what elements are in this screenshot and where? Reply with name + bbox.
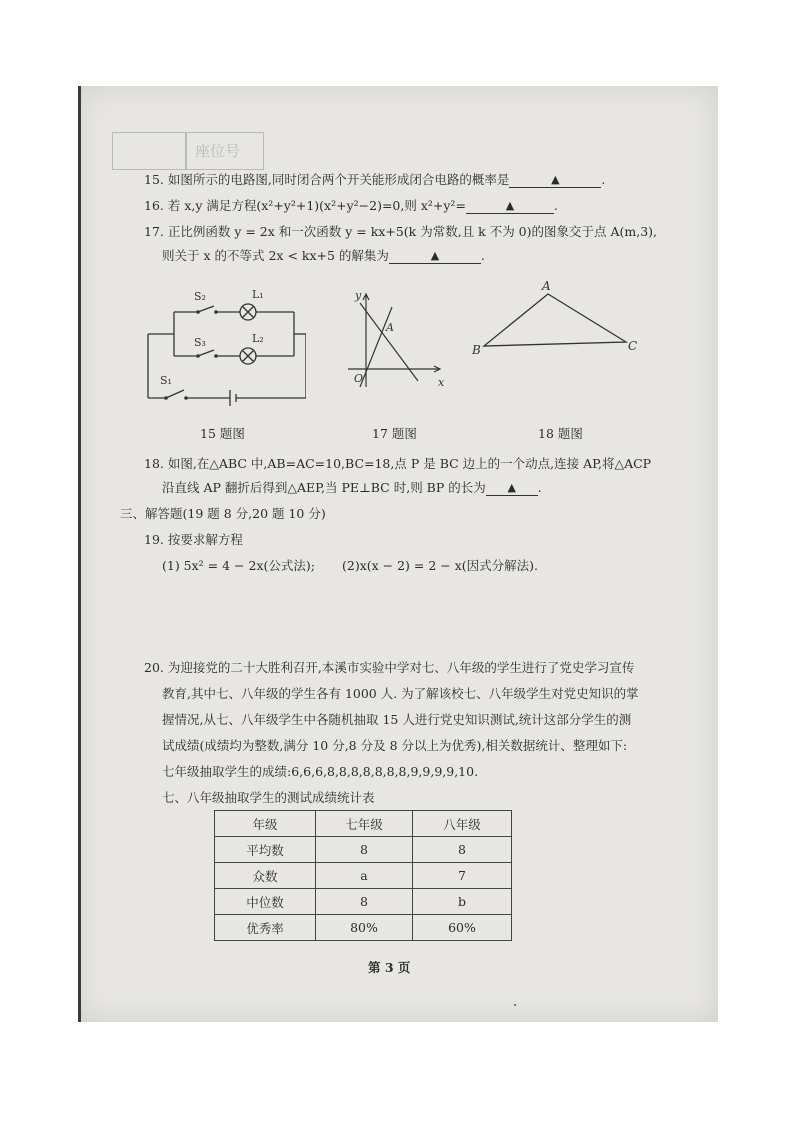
svg-text:S₃: S₃ bbox=[194, 336, 206, 349]
table-row: 平均数 8 8 bbox=[215, 837, 512, 863]
svg-text:x: x bbox=[438, 376, 445, 389]
table-row: 优秀率 80% 60% bbox=[215, 915, 512, 941]
question-20-line5: 七年级抽取学生的成绩:6,6,6,8,8,8,8,8,8,8,9,9,9,9,10. bbox=[162, 764, 479, 779]
circuit-diagram bbox=[136, 286, 306, 406]
figure-15-caption: 15 题图 bbox=[200, 426, 245, 441]
exam-page bbox=[78, 86, 718, 1022]
svg-text:A: A bbox=[542, 280, 551, 293]
figure-17-caption: 17 题图 bbox=[372, 426, 417, 441]
question-18-line1: 18. 如图,在△ABC 中,AB=AC=10,BC=18,点 P 是 BC 边上的一个动点,连接 AP,将△ACP bbox=[144, 456, 652, 471]
question-18-line2: 沿直线 AP 翻折后得到△AEP,当 PE⊥BC 时,则 BP 的长为 ▲ . bbox=[162, 480, 542, 495]
question-20-line2: 教育,其中七、八年级的学生各有 1000 人. 为了解该校七、八年级学生对党史知识的掌 bbox=[162, 686, 639, 701]
answer-blank-16[interactable]: ▲ bbox=[466, 198, 554, 214]
question-17-line1: 17. 正比例函数 y = 2x 和一次函数 y = kx+5(k 为常数,且 k 不为 0)的图象交于点 A(m,3), bbox=[144, 224, 658, 239]
score-statistics-table bbox=[214, 810, 512, 941]
question-20-line4: 试成绩(成绩均为整数,满分 10 分,8 分及 8 分以上为优秀),相关数据统计、整理如下: bbox=[162, 738, 628, 753]
function-graph bbox=[340, 291, 450, 391]
answer-blank-15[interactable]: ▲ bbox=[509, 172, 601, 188]
svg-text:C: C bbox=[628, 339, 638, 353]
speck bbox=[514, 1004, 516, 1006]
page-number: 第 3 页 bbox=[368, 960, 411, 975]
svg-text:O: O bbox=[354, 372, 364, 385]
question-19-title: 19. 按要求解方程 bbox=[144, 532, 243, 547]
svg-text:L₂: L₂ bbox=[252, 332, 264, 345]
question-17-line2: 则关于 x 的不等式 2x < kx+5 的解集为 ▲ . bbox=[162, 248, 485, 263]
svg-text:y: y bbox=[355, 291, 362, 302]
triangle-abc bbox=[470, 280, 640, 360]
question-19-part1: (1) 5x² = 4 − 2x(公式法); bbox=[162, 558, 315, 573]
table-title: 七、八年级抽取学生的测试成绩统计表 bbox=[162, 790, 375, 805]
answer-blank-18[interactable]: ▲ bbox=[486, 480, 538, 496]
question-19-part2: (2)x(x − 2) = 2 − x(因式分解法). bbox=[342, 558, 539, 573]
svg-text:S₁: S₁ bbox=[160, 374, 172, 387]
section-3-title: 三、解答题(19 题 8 分,20 题 10 分) bbox=[120, 506, 326, 521]
question-15: 15. 如图所示的电路图,同时闭合两个开关能形成闭合电路的概率是 ▲ . bbox=[144, 172, 606, 187]
svg-text:L₁: L₁ bbox=[252, 288, 264, 301]
svg-text:B: B bbox=[472, 343, 481, 357]
answer-blank-17[interactable]: ▲ bbox=[389, 248, 481, 264]
seat-number-label: 座位号 bbox=[195, 142, 241, 160]
question-16: 16. 若 x,y 满足方程(x²+y²+1)(x²+y²−2)=0,则 x²+y²= ▲ . bbox=[144, 198, 558, 213]
figure-18-caption: 18 题图 bbox=[538, 426, 583, 441]
table-row: 中位数 8 b bbox=[215, 889, 512, 915]
question-20-line1: 20. 为迎接党的二十大胜利召开,本溪市实验中学对七、八年级的学生进行了党史学习宣传 bbox=[144, 660, 635, 675]
svg-text:A: A bbox=[386, 321, 394, 334]
table-row: 众数 a 7 bbox=[215, 863, 512, 889]
page-edge-shadow bbox=[78, 86, 81, 1022]
question-20-line3: 握情况,从七、八年级学生中各随机抽取 15 人进行党史知识测试,统计这部分学生的测 bbox=[162, 712, 632, 727]
svg-text:S₂: S₂ bbox=[194, 290, 206, 303]
table-header-row: 年级 七年级 八年级 bbox=[215, 811, 512, 837]
seat-number-box bbox=[112, 132, 264, 170]
